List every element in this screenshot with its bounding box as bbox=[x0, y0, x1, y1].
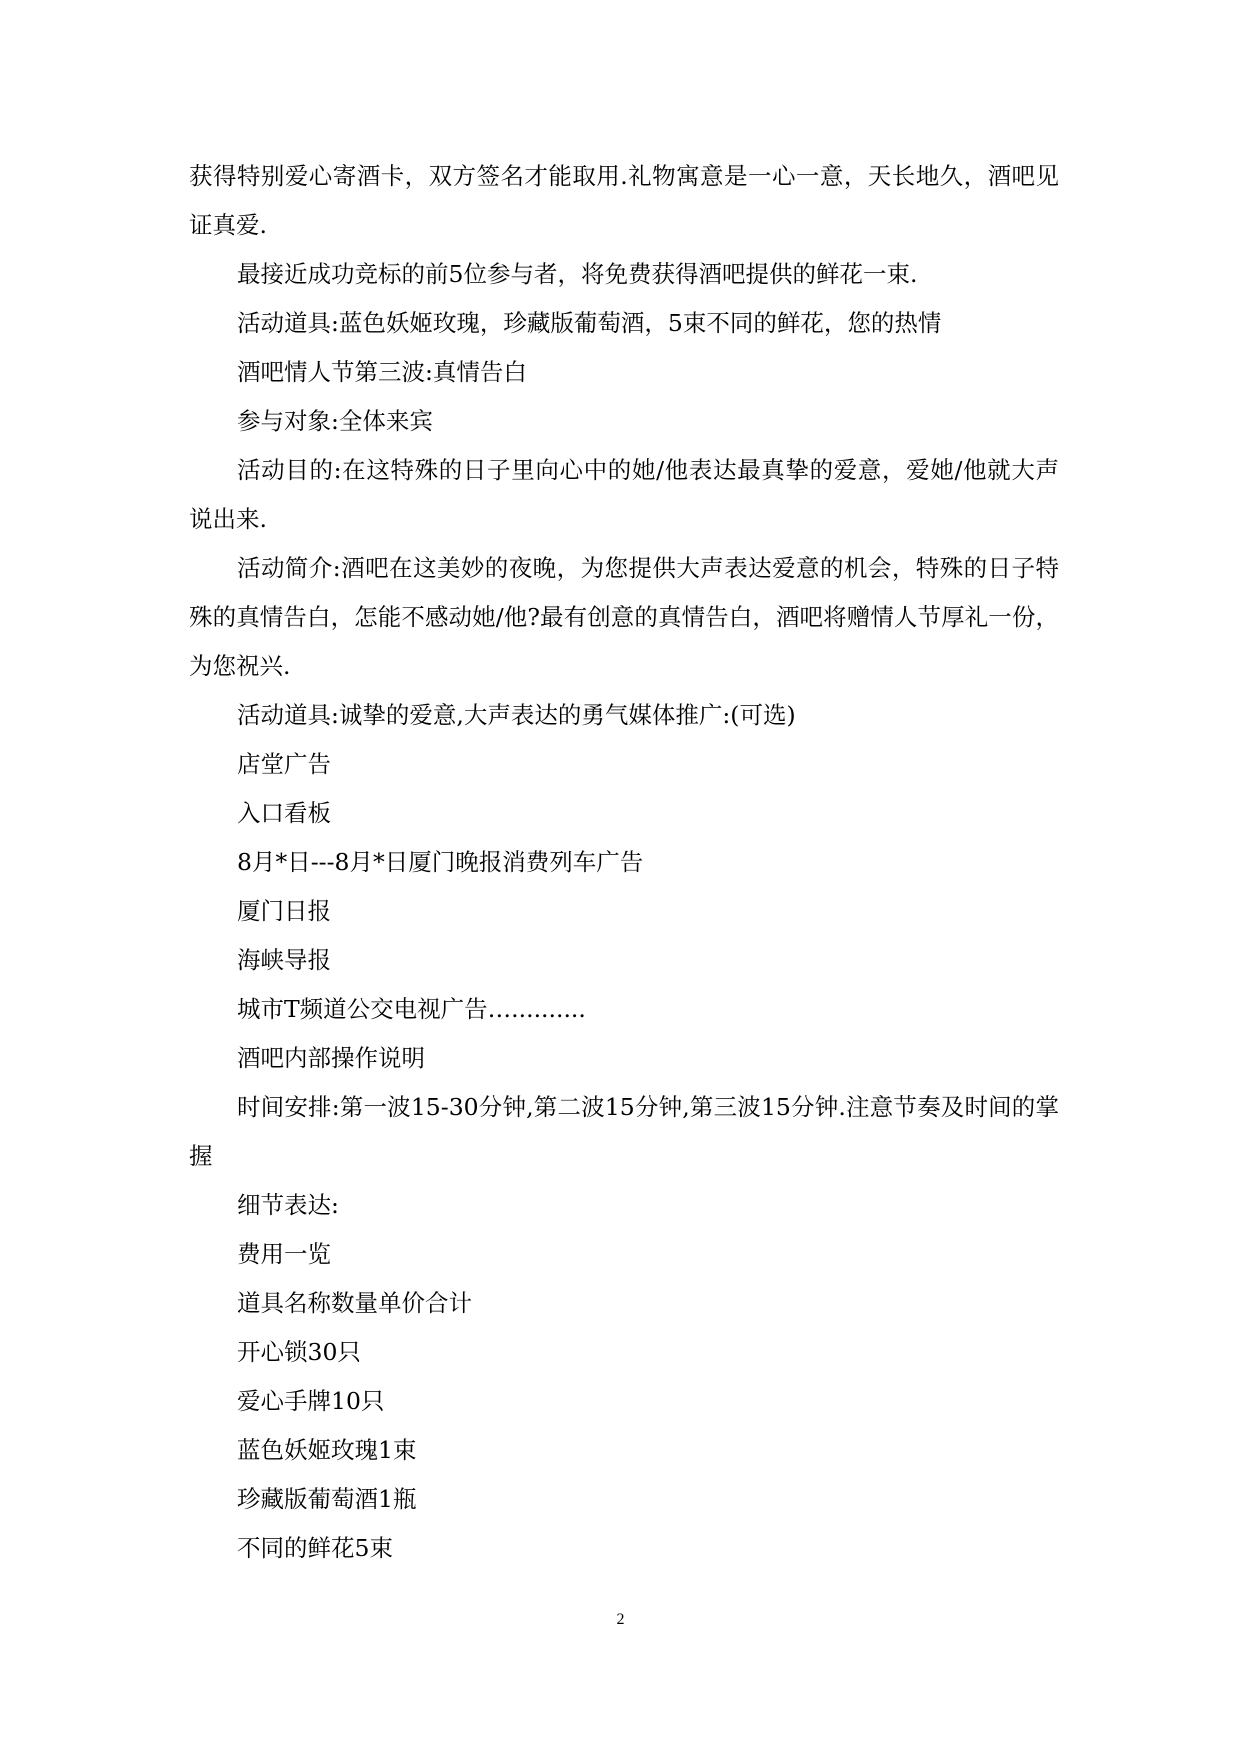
table-header-line: 道具名称数量单价合计 bbox=[237, 1289, 472, 1317]
paragraph: 活动道具:蓝色妖姬玫瑰，珍藏版葡萄酒，5束不同的鲜花，您的热情 bbox=[237, 309, 942, 337]
paragraph: 活动简介:酒吧在这美妙的夜晚，为您提供大声表达爱意的机会，特殊的日子特殊的真情告白，怎能不感动她/他?最有创意的真情告白，酒吧将赠情人节厚礼一份，为您祝兴. bbox=[189, 554, 1059, 680]
paragraph: 活动道具:诚挚的爱意,大声表达的勇气媒体推广:(可选) bbox=[237, 701, 796, 729]
section-heading: 酒吧情人节第三波:真情告白 bbox=[237, 358, 527, 386]
list-item: 8月*日---8月*日厦门晚报消费列车广告 bbox=[237, 848, 644, 876]
paragraph: 细节表达: bbox=[237, 1191, 339, 1219]
paragraph: 时间安排:第一波15-30分钟,第二波15分钟,第三波15分钟.注意节奏及时间的掌握 bbox=[189, 1093, 1059, 1170]
list-item: 厦门日报 bbox=[237, 897, 331, 925]
paragraph: 参与对象:全体来宾 bbox=[237, 407, 433, 435]
section-heading: 费用一览 bbox=[237, 1240, 331, 1268]
list-item: 海峡导报 bbox=[237, 946, 331, 974]
cost-item: 不同的鲜花5束 bbox=[237, 1534, 393, 1562]
cost-item: 开心锁30只 bbox=[237, 1338, 361, 1366]
paragraph: 获得特别爱心寄酒卡，双方签名才能取用.礼物寓意是一心一意，天长地久，酒吧见证真爱. bbox=[189, 162, 1059, 239]
cost-item: 蓝色妖姬玫瑰1束 bbox=[237, 1436, 417, 1464]
section-heading: 酒吧内部操作说明 bbox=[237, 1044, 425, 1072]
page-number: 2 bbox=[616, 1611, 625, 1628]
cost-item: 珍藏版葡萄酒1瓶 bbox=[237, 1485, 417, 1513]
paragraph: 活动目的:在这特殊的日子里向心中的她/他表达最真挚的爱意，爱她/他就大声说出来. bbox=[189, 456, 1059, 533]
cost-item: 爱心手牌10只 bbox=[237, 1387, 385, 1415]
document-body bbox=[189, 152, 1059, 1573]
list-item: 店堂广告 bbox=[237, 750, 331, 778]
paragraph: 最接近成功竞标的前5位参与者，将免费获得酒吧提供的鲜花一束. bbox=[237, 260, 918, 288]
list-item: 入口看板 bbox=[237, 799, 331, 827]
list-item: 城市T频道公交电视广告….......... bbox=[237, 995, 586, 1023]
